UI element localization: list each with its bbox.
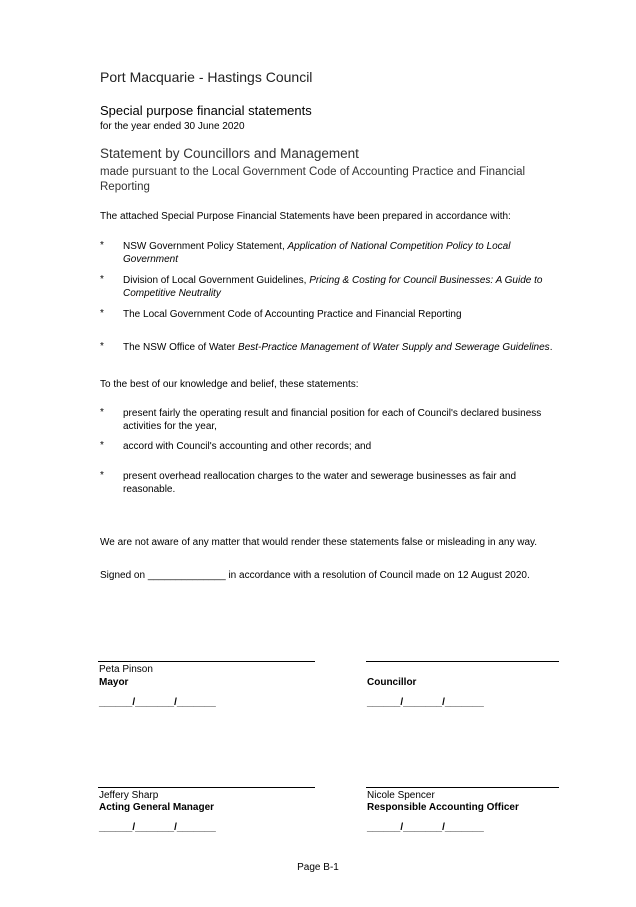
bullet-marker: * [100, 274, 104, 285]
statement-title: Special purpose financial statements [100, 103, 312, 118]
statement-period: for the year ended 30 June 2020 [100, 121, 245, 132]
belief-item-3: present overhead reallocation charges to the water and sewerage businesses as fair and reasonable. [123, 471, 517, 495]
intro-paragraph: The attached Special Purpose Financial Statements have been prepared in accordance with: [100, 211, 511, 222]
rao-name: Nicole Spencer [367, 790, 435, 801]
basis-item-3 [123, 309, 563, 322]
belief-item-2: accord with Council's accounting and other records; and [123, 441, 372, 452]
belief-intro: To the best of our knowledge and belief, these statements: [100, 379, 359, 390]
councillor-date-field: ______/_______/_______ [367, 697, 484, 708]
mayor-date-field: ______/_______/_______ [99, 697, 216, 708]
section-subheading: made pursuant to the Local Government Code of Accounting Practice and Financial Reporting [100, 166, 526, 193]
not-aware-paragraph: We are not aware of any matter that would render these statements false or misleading in any way. [100, 537, 538, 548]
bullet-marker: * [100, 407, 104, 418]
councillor-role: Councillor [367, 677, 417, 688]
gm-signature-line [98, 787, 315, 788]
rao-date-field: ______/_______/_______ [367, 822, 484, 833]
mayor-role: Mayor [99, 677, 129, 688]
mayor-name: Peta Pinson [99, 664, 153, 675]
bullet-marker: * [100, 308, 104, 319]
basis-item-4 [123, 342, 563, 355]
bullet-marker: * [100, 440, 104, 451]
basis-item-text: Division of Local Government Guidelines, [123, 275, 310, 286]
rao-role: Responsible Accounting Officer [367, 802, 519, 813]
basis-item-title: Pricing & Costing for Council Businesses: A Guide to Competitive Neutrality [123, 275, 543, 299]
section-heading: Statement by Councillors and Management [100, 146, 359, 161]
basis-item-title: Application of National Competition Policy to Local Government [123, 241, 511, 265]
basis-item-text: The Local Government Code of Accounting Practice and Financial Reporting [123, 309, 462, 320]
basis-item-1 [123, 241, 563, 266]
page-number: Page B-1 [297, 862, 339, 873]
signed-paragraph: Signed on ______________ in accordance with a resolution of Council made on 12 August 2020. [100, 570, 530, 581]
bullet-marker: * [100, 470, 104, 481]
mayor-signature-line [98, 661, 315, 662]
rao-signature-line [366, 787, 559, 788]
gm-date-field: ______/_______/_______ [99, 822, 216, 833]
basis-item-2 [123, 275, 563, 300]
basis-item-suffix: . [549, 342, 553, 353]
basis-item-title: Best-Practice Management of Water Supply and Sewerage Guidelines [238, 342, 550, 353]
councillor-signature-line [366, 661, 559, 662]
bullet-marker: * [100, 240, 104, 251]
belief-item-1: present fairly the operating result and financial position for each of Council's declared business activities for the year, [123, 408, 542, 432]
gm-role: Acting General Manager [99, 802, 215, 813]
basis-item-text: NSW Government Policy Statement, [123, 241, 288, 252]
council-name: Port Macquarie - Hastings Council [100, 69, 313, 85]
basis-item-text: The NSW Office of Water [123, 342, 239, 353]
gm-name: Jeffery Sharp [99, 790, 159, 801]
bullet-marker: * [100, 341, 104, 352]
